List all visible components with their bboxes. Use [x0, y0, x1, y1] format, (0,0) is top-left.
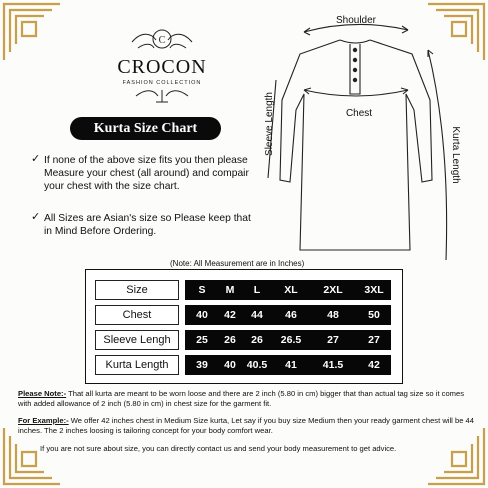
- table-row: [95, 305, 391, 325]
- table-cell: 26.5: [280, 334, 302, 346]
- table-cell: 44: [251, 309, 263, 321]
- table-cell: 27: [368, 334, 380, 346]
- kurta-length-label: Kurta Length: [450, 126, 461, 184]
- chest-label: Chest: [345, 108, 373, 119]
- example-text: We offer 42 inches chest in Medium Size kurta, Let say if you buy size Medium then your ready garment chest will be 44 inches. The 2 inches loosing is tailoring concept for your body comfort wear.: [18, 416, 474, 435]
- row-label: Kurta Length: [95, 355, 179, 375]
- page-title: Kurta Size Chart: [70, 117, 221, 140]
- table-row: [95, 330, 391, 350]
- example-label: For Example:-: [18, 416, 69, 425]
- table-cell: 46: [285, 309, 297, 321]
- row-values: [185, 355, 391, 375]
- svg-text:C: C: [158, 35, 166, 46]
- tip-text: If none of the above size fits you then please Measure your chest (all around) and compair your chest with the size chart.: [44, 155, 249, 192]
- please-note: [18, 389, 474, 408]
- check-icon: ✓: [31, 153, 41, 165]
- row-label: Chest: [95, 305, 179, 325]
- brand-tagline: FASHION COLLECTION: [122, 80, 202, 86]
- table-cell: 26: [251, 334, 263, 346]
- please-note-label: Please Note:-: [18, 389, 67, 398]
- kurta-diagram: [256, 10, 478, 266]
- table-row: [95, 280, 391, 300]
- table-cell: 2XL: [323, 284, 343, 296]
- sleeve-label: Sleeve Length: [264, 92, 275, 156]
- tip-item: [31, 211, 254, 238]
- row-values: [185, 330, 391, 350]
- table-row: [95, 355, 391, 375]
- table-cell: 41.5: [322, 359, 344, 371]
- table-cell: 26: [224, 334, 236, 346]
- please-note-text: That all kurta are meant to be worn loose and there are 2 inch (5.80 in cm) bigger that than actual tag size so it comes with added allowance of 2 inch (5.80 in cm) in chest size for the garment fit.: [18, 389, 465, 408]
- table-cell: 40: [224, 359, 236, 371]
- table-cell: 42: [368, 359, 380, 371]
- table-cell: XL: [284, 284, 298, 296]
- brand-logo: [112, 22, 212, 110]
- table-cell: 42: [224, 309, 236, 321]
- table-cell: 40: [196, 309, 208, 321]
- table-cell: 3XL: [364, 284, 384, 296]
- table-cell: 48: [327, 309, 339, 321]
- table-cell: L: [253, 284, 261, 296]
- shoulder-label: Shoulder: [335, 15, 377, 26]
- table-cell: 40.5: [246, 359, 268, 371]
- row-label: Sleeve Lengh: [95, 330, 179, 350]
- table-cell: 39: [196, 359, 208, 371]
- table-cell: 50: [368, 309, 380, 321]
- table-cell: S: [198, 284, 206, 296]
- table-cell: 41: [285, 359, 297, 371]
- table-note: (Note: All Measurement are in Inches): [170, 259, 305, 268]
- row-values: [185, 280, 391, 300]
- contact-note: If you are not sure about size, you can directly contact us and send your body measurement to get advice.: [40, 444, 397, 453]
- row-values: [185, 305, 391, 325]
- table-cell: M: [225, 284, 235, 296]
- example-note: [18, 416, 474, 435]
- table-cell: 25: [196, 334, 208, 346]
- row-label: Size: [95, 280, 179, 300]
- size-table: [85, 269, 403, 384]
- tip-item: [31, 153, 254, 193]
- table-cell: 27: [327, 334, 339, 346]
- check-icon: ✓: [31, 211, 41, 223]
- brand-name: CROCON: [117, 56, 207, 78]
- tip-text: All Sizes are Asian's size so Please keep that in Mind Before Ordering.: [44, 213, 251, 237]
